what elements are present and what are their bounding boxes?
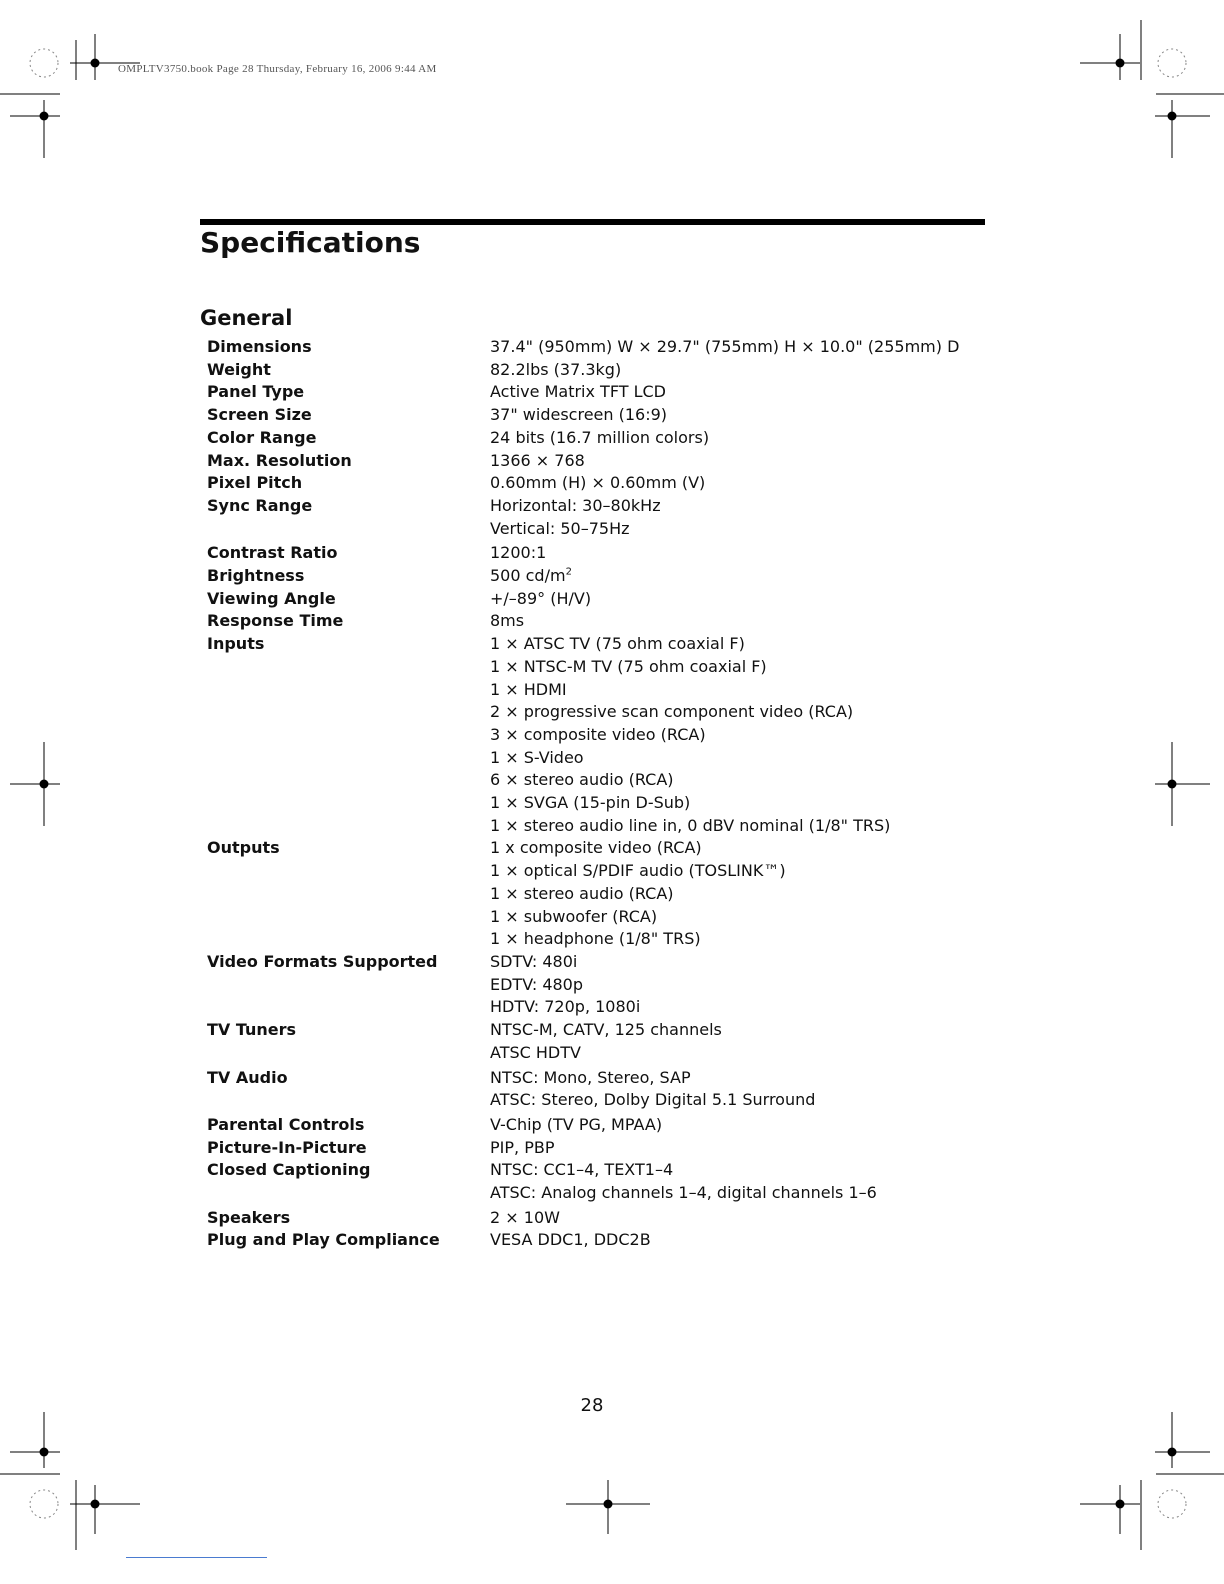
spec-value-text: 1 × SVGA (15-pin D-Sub) <box>490 793 691 813</box>
spec-label: Weight <box>207 359 271 379</box>
spec-value-text: +/–89° (H/V) <box>490 588 592 608</box>
print-slug: OMPLTV3750.book Page 28 Thursday, February 16, 2006 9:44 AM <box>118 63 437 75</box>
spec-value-text: ATSC: Stereo, Dolby Digital 5.1 Surround <box>490 1090 816 1110</box>
spec-label: TV Audio <box>207 1067 288 1087</box>
spec-label: Picture-In-Picture <box>207 1137 367 1157</box>
spec-label: Pixel Pitch <box>207 473 303 493</box>
spec-label: Screen Size <box>207 405 312 425</box>
spec-value-text: 1366 × 768 <box>490 450 585 470</box>
spec-value-text: Active Matrix TFT LCD <box>490 382 666 402</box>
spec-value-text: 8ms <box>490 611 525 631</box>
spec-label: Contrast Ratio <box>207 543 338 563</box>
spec-value-text: NTSC-M, CATV, 125 channels <box>490 1020 722 1040</box>
spec-value-text: 500 cd/m <box>490 566 566 586</box>
spec-label: TV Tuners <box>207 1020 297 1040</box>
spec-value-text: V-Chip (TV PG, MPAA) <box>490 1114 663 1134</box>
spec-value-text: 1 × stereo audio (RCA) <box>490 883 674 903</box>
spec-value-text: 1 x composite video (RCA) <box>490 838 702 858</box>
spec-value-text: 1 × S-Video <box>490 747 584 767</box>
spec-value-text: 2 × progressive scan component video (RCA) <box>490 702 854 722</box>
spec-value-text: 1 × ATSC TV (75 ohm coaxial F) <box>490 634 745 654</box>
spec-label: Sync Range <box>207 495 313 515</box>
spec-label: Closed Captioning <box>207 1160 371 1180</box>
spec-value-text: NTSC: Mono, Stereo, SAP <box>490 1067 691 1087</box>
spec-label: Color Range <box>207 427 317 447</box>
spec-value-text: 37.4" (950mm) W × 29.7" (755mm) H × 10.0" (255mm) D <box>490 337 960 356</box>
page-title: Specifications <box>200 226 421 259</box>
spec-value-text: 1 × headphone (1/8" TRS) <box>490 929 701 949</box>
spec-label: Dimensions <box>207 337 312 356</box>
spec-value-text: 1 × subwoofer (RCA) <box>490 906 658 926</box>
spec-value-text: ATSC: Analog channels 1–4, digital channels 1–6 <box>490 1183 877 1203</box>
spec-value-text: 82.2lbs (37.3kg) <box>490 359 622 379</box>
spec-value-text: HDTV: 720p, 1080i <box>490 997 641 1017</box>
spec-value-text: 3 × composite video (RCA) <box>490 724 706 744</box>
spec-value-text: EDTV: 480p <box>490 974 584 994</box>
spec-label: Speakers <box>207 1207 291 1227</box>
spec-value-text: PIP, PBP <box>490 1137 555 1157</box>
spec-label: Brightness <box>207 566 305 586</box>
section-heading: General <box>200 306 293 330</box>
spec-value-text: ATSC HDTV <box>490 1042 581 1062</box>
spec-label: Response Time <box>207 611 344 631</box>
spec-value-text: 2 × 10W <box>490 1207 560 1227</box>
spec-label: Inputs <box>207 634 265 654</box>
spec-value-text: 1 × HDMI <box>490 679 567 699</box>
spec-label: Viewing Angle <box>207 588 336 608</box>
spec-superscript: 2 <box>565 566 572 578</box>
spec-label: Plug and Play Compliance <box>207 1230 440 1250</box>
spec-value-text: NTSC: CC1–4, TEXT1–4 <box>490 1160 674 1180</box>
spec-label: Panel Type <box>207 382 305 402</box>
page-number: 28 <box>580 1395 604 1416</box>
spec-value-text: 24 bits (16.7 million colors) <box>490 427 710 447</box>
spec-value-text: 6 × stereo audio (RCA) <box>490 770 674 790</box>
spec-value-text: 37" widescreen (16:9) <box>490 405 668 425</box>
spec-label: Parental Controls <box>207 1114 365 1134</box>
spec-value-text: 0.60mm (H) × 0.60mm (V) <box>490 473 706 493</box>
spec-value-text: VESA DDC1, DDC2B <box>490 1230 651 1250</box>
spec-label: Outputs <box>207 838 280 858</box>
spec-value-text: 1 × optical S/PDIF audio (TOSLINK™) <box>490 861 786 881</box>
spec-value-text: SDTV: 480i <box>490 951 578 971</box>
spec-value-text: 1 × stereo audio line in, 0 dBV nominal (1/8" TRS) <box>490 815 891 835</box>
spec-value-text: Horizontal: 30–80kHz <box>490 495 661 515</box>
spec-value-text: Vertical: 50–75Hz <box>490 518 630 538</box>
spec-label: Video Formats Supported <box>207 951 438 971</box>
spec-value-text: 1200:1 <box>490 543 547 563</box>
spec-label: Max. Resolution <box>207 450 352 470</box>
spec-value-text: 1 × NTSC-M TV (75 ohm coaxial F) <box>490 656 767 676</box>
